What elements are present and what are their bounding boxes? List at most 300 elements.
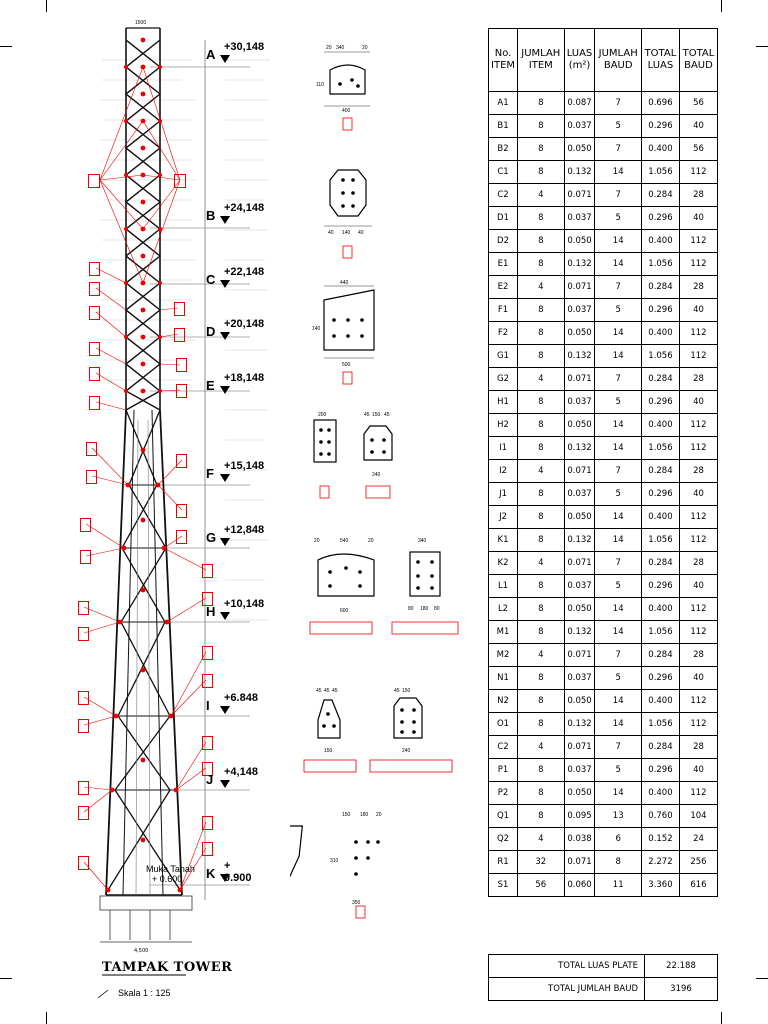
table-cell: 112 <box>679 322 717 345</box>
table-row <box>489 552 718 575</box>
table-cell: 7 <box>595 460 642 483</box>
table-row <box>489 253 718 276</box>
table-cell: I1 <box>489 437 518 460</box>
plate-detail-4 <box>314 412 392 498</box>
level-elevation: +10,148 <box>224 598 265 610</box>
tower-label-box <box>88 174 100 188</box>
table-cell: 14 <box>595 322 642 345</box>
table-cell: 4 <box>518 276 565 299</box>
plate-6-dim: 45 <box>332 688 338 694</box>
totals-value: 22.188 <box>645 955 718 978</box>
column-header <box>518 29 565 92</box>
table-cell: 112 <box>679 713 717 736</box>
table-cell: 14 <box>595 437 642 460</box>
tower-label-box <box>89 282 100 296</box>
table-cell: I2 <box>489 460 518 483</box>
table-cell: M2 <box>489 644 518 667</box>
table-cell: 8 <box>518 621 565 644</box>
table-cell: 0.050 <box>564 138 595 161</box>
tower-label-box <box>78 719 89 733</box>
tower-label-box <box>202 674 213 688</box>
plate-1-dim: 400 <box>342 108 351 114</box>
totals-value: 3196 <box>645 978 718 1001</box>
level-letter: D <box>206 324 216 339</box>
table-cell: 0.071 <box>564 851 595 874</box>
tower-label-box <box>176 454 187 468</box>
table-cell: 0.071 <box>564 736 595 759</box>
table-cell: C1 <box>489 161 518 184</box>
column-header-line: ITEM <box>528 60 553 71</box>
table-cell: 104 <box>679 805 717 828</box>
table-cell: 0.284 <box>641 552 679 575</box>
table-cell: 2.272 <box>641 851 679 874</box>
table-cell: 0.400 <box>641 322 679 345</box>
plate-2-dim: 40 <box>358 230 364 236</box>
level-elevation: +22,148 <box>224 266 265 278</box>
table-cell: 0.037 <box>564 391 595 414</box>
tower-label-box <box>176 530 187 544</box>
table-cell: 5 <box>595 115 642 138</box>
tower-label-box <box>202 646 213 660</box>
level-elevation: +12,848 <box>224 524 265 536</box>
table-row <box>489 92 718 115</box>
level-marker-icon <box>220 780 230 788</box>
tower-label-box <box>89 262 100 276</box>
table-cell: 7 <box>595 92 642 115</box>
plate-5-dim: 340 <box>418 538 427 544</box>
table-cell: 24 <box>679 828 717 851</box>
plate-details <box>290 30 490 990</box>
plate-5-dim: 20 <box>314 538 320 544</box>
table-cell: 8 <box>518 782 565 805</box>
totals-row <box>489 955 718 978</box>
table-cell: 4 <box>518 368 565 391</box>
table-cell: 14 <box>595 253 642 276</box>
tower-label-box <box>174 328 185 342</box>
level-elevation: +6.848 <box>224 692 258 704</box>
plate-3-dim: 500 <box>342 362 351 368</box>
table-cell: 8 <box>518 138 565 161</box>
table-row <box>489 598 718 621</box>
table-cell: 8 <box>518 414 565 437</box>
table-row <box>489 874 718 897</box>
table-row <box>489 184 718 207</box>
level-marker-icon <box>220 386 230 394</box>
plate-6-dim: 45 <box>316 688 322 694</box>
table-cell: 14 <box>595 782 642 805</box>
table-cell: 8 <box>518 207 565 230</box>
table-cell: 4 <box>518 644 565 667</box>
level-marker-icon <box>220 612 230 620</box>
plate-5-dim: 180 <box>420 606 429 612</box>
ground-label-value: + 0.600 <box>152 874 183 884</box>
tower-label-box <box>78 691 89 705</box>
column-header-line: TOTAL <box>644 48 677 59</box>
tower-base <box>100 896 192 942</box>
table-cell: 0.284 <box>641 368 679 391</box>
table-cell: 0.296 <box>641 575 679 598</box>
table-cell: 0.152 <box>641 828 679 851</box>
table-cell: N2 <box>489 690 518 713</box>
table-cell: 4 <box>518 184 565 207</box>
plate-7-dim: 350 <box>352 900 361 906</box>
table-cell: 0.038 <box>564 828 595 851</box>
table-cell: 40 <box>679 115 717 138</box>
table-cell: 112 <box>679 598 717 621</box>
plate-6-dim: 150 <box>402 688 411 694</box>
table-cell: 112 <box>679 230 717 253</box>
table-cell: 7 <box>595 644 642 667</box>
table-cell: 0.071 <box>564 368 595 391</box>
plate-6-dim: 150 <box>324 748 333 754</box>
table-cell: 40 <box>679 391 717 414</box>
plate-1-dim: 20 <box>362 45 368 51</box>
table-row <box>489 299 718 322</box>
table-cell: D2 <box>489 230 518 253</box>
table-cell: E2 <box>489 276 518 299</box>
plate-5-dim: 600 <box>340 608 349 614</box>
table-cell: 0.132 <box>564 437 595 460</box>
table-cell: D1 <box>489 207 518 230</box>
table-row <box>489 414 718 437</box>
table-cell: 0.071 <box>564 276 595 299</box>
table-cell: 0.037 <box>564 483 595 506</box>
table-cell: B2 <box>489 138 518 161</box>
table-cell: 0.037 <box>564 115 595 138</box>
table-cell: 7 <box>595 368 642 391</box>
table-cell: 0.050 <box>564 414 595 437</box>
table-cell: 8 <box>518 506 565 529</box>
table-cell: G2 <box>489 368 518 391</box>
level-lines <box>150 67 250 885</box>
crop-mark-bottom-right-v <box>721 1012 722 1024</box>
column-header-line: BAUD <box>684 60 713 71</box>
table-row <box>489 437 718 460</box>
crop-mark-top-right-v <box>721 0 722 12</box>
table-cell: 0.400 <box>641 138 679 161</box>
table-cell: 28 <box>679 184 717 207</box>
table-row <box>489 690 718 713</box>
table-cell: 0.037 <box>564 207 595 230</box>
table-cell: 0.696 <box>641 92 679 115</box>
table-cell: 112 <box>679 345 717 368</box>
table-cell: 8 <box>518 805 565 828</box>
table-cell: 0.400 <box>641 506 679 529</box>
table-row <box>489 368 718 391</box>
table-cell: 8 <box>518 299 565 322</box>
totals-row <box>489 978 718 1001</box>
table-cell: 0.284 <box>641 276 679 299</box>
table-cell: 40 <box>679 299 717 322</box>
table-cell: 32 <box>518 851 565 874</box>
level-letter: I <box>206 698 210 713</box>
table-cell: 8 <box>518 437 565 460</box>
totals-table <box>488 954 718 1001</box>
table-cell: 14 <box>595 161 642 184</box>
table-row <box>489 345 718 368</box>
tower-label-box <box>80 550 91 564</box>
table-cell: 28 <box>679 644 717 667</box>
table-cell: 1.056 <box>641 437 679 460</box>
table-cell: 8 <box>518 161 565 184</box>
plate-5-dim: 80 <box>408 606 414 612</box>
column-header-line: LUAS <box>566 48 593 59</box>
table-cell: F2 <box>489 322 518 345</box>
table-cell: Q2 <box>489 828 518 851</box>
table-cell: 4 <box>518 828 565 851</box>
plate-4-dim: 45 <box>364 412 370 418</box>
table-row <box>489 667 718 690</box>
table-cell: 0.037 <box>564 299 595 322</box>
table-cell: 0.050 <box>564 230 595 253</box>
level-marker-icon <box>220 474 230 482</box>
table-cell: 112 <box>679 529 717 552</box>
table-cell: 112 <box>679 506 717 529</box>
level-elevation: +15,148 <box>224 460 265 472</box>
table-row <box>489 828 718 851</box>
plate-3-dim: 140 <box>312 326 321 332</box>
table-cell: 8 <box>518 483 565 506</box>
column-header-line: JUMLAH <box>521 48 561 59</box>
drawing-title: TAMPAK TOWER <box>102 960 233 975</box>
plate-1-dim: 20 <box>326 45 332 51</box>
plate-detail-3 <box>312 280 374 384</box>
table-cell: 14 <box>595 598 642 621</box>
level-letter: E <box>206 378 215 393</box>
table-cell: 0.296 <box>641 483 679 506</box>
table-cell: 0.132 <box>564 529 595 552</box>
crop-mark-top-right-h <box>756 46 768 47</box>
table-cell: J1 <box>489 483 518 506</box>
table-row <box>489 230 718 253</box>
tower-label-box <box>80 518 91 532</box>
table-cell: K2 <box>489 552 518 575</box>
table-cell: 8 <box>518 575 565 598</box>
table-cell: 0.400 <box>641 690 679 713</box>
table-cell: 0.095 <box>564 805 595 828</box>
plate-4-dim: 200 <box>318 412 327 418</box>
table-cell: 0.284 <box>641 736 679 759</box>
table-cell: 40 <box>679 667 717 690</box>
level-elevation: +18,148 <box>224 372 265 384</box>
table-cell: N1 <box>489 667 518 690</box>
table-body <box>489 92 718 897</box>
table-cell: 28 <box>679 460 717 483</box>
totals-label: TOTAL JUMLAH BAUD <box>489 978 645 1001</box>
tower-label-box <box>176 504 187 518</box>
table-cell: K1 <box>489 529 518 552</box>
table-cell: 14 <box>595 345 642 368</box>
table-cell: 14 <box>595 713 642 736</box>
table-cell: 0.760 <box>641 805 679 828</box>
table-cell: 4 <box>518 736 565 759</box>
level-marker-icon <box>220 874 230 882</box>
level-elevation: +30,148 <box>224 41 265 53</box>
table-cell: 0.296 <box>641 667 679 690</box>
table-cell: 112 <box>679 161 717 184</box>
top-width-label: 1500 <box>135 20 147 26</box>
table-cell: 0.037 <box>564 667 595 690</box>
table-row <box>489 782 718 805</box>
table-cell: 8 <box>518 322 565 345</box>
table-cell: 8 <box>518 529 565 552</box>
tower-label-box <box>176 358 187 372</box>
level-letter: K <box>206 866 216 881</box>
totals-label: TOTAL LUAS PLATE <box>489 955 645 978</box>
level-elevation: +4,148 <box>224 766 258 778</box>
table-row <box>489 644 718 667</box>
table-cell: 28 <box>679 276 717 299</box>
table-cell: 112 <box>679 437 717 460</box>
table-cell: 14 <box>595 506 642 529</box>
table-cell: 14 <box>595 621 642 644</box>
table-cell: 4 <box>518 552 565 575</box>
level-marker-icon <box>220 55 230 63</box>
tower-label-box <box>202 736 213 750</box>
table-cell: M1 <box>489 621 518 644</box>
column-header-line: LUAS <box>647 60 674 71</box>
table-cell: 0.284 <box>641 460 679 483</box>
table-cell: 56 <box>518 874 565 897</box>
plate-6-dim: 45 <box>394 688 400 694</box>
table-cell: 14 <box>595 414 642 437</box>
ground-level-label <box>146 864 195 884</box>
plate-6-dim: 240 <box>402 748 411 754</box>
column-header-line: ITEM <box>491 60 516 71</box>
table-cell: 0.296 <box>641 759 679 782</box>
table-cell: 28 <box>679 736 717 759</box>
table-cell: 1.056 <box>641 345 679 368</box>
table-row <box>489 529 718 552</box>
table-cell: 7 <box>595 552 642 575</box>
table-cell: 7 <box>595 138 642 161</box>
table-cell: O1 <box>489 713 518 736</box>
table-cell: 0.071 <box>564 184 595 207</box>
table-cell: 5 <box>595 759 642 782</box>
table-cell: 0.400 <box>641 414 679 437</box>
table-cell: 7 <box>595 276 642 299</box>
table-cell: 112 <box>679 253 717 276</box>
tower-label-box <box>86 442 97 456</box>
table-cell: L2 <box>489 598 518 621</box>
table-cell: 0.296 <box>641 391 679 414</box>
table-cell: 5 <box>595 299 642 322</box>
table-cell: 112 <box>679 690 717 713</box>
plate-detail-7 <box>290 812 382 918</box>
level-elevation: +20,148 <box>224 318 265 330</box>
column-header-line: BAUD <box>603 60 633 71</box>
table-cell: 28 <box>679 552 717 575</box>
tower-label-box <box>89 342 100 356</box>
table-cell: 0.132 <box>564 621 595 644</box>
tower-label-box <box>174 174 186 188</box>
column-header <box>641 29 679 92</box>
table-cell: 112 <box>679 621 717 644</box>
table-cell: 14 <box>595 230 642 253</box>
column-header-line: JUMLAH <box>598 48 638 59</box>
table-cell: 112 <box>679 782 717 805</box>
level-marker-icon <box>220 332 230 340</box>
table-cell: 14 <box>595 690 642 713</box>
level-letter: J <box>206 772 214 787</box>
table-cell: 8 <box>518 115 565 138</box>
plate-4-dim: 150 <box>372 412 381 418</box>
table-cell: 8 <box>518 759 565 782</box>
table-cell: 0.050 <box>564 782 595 805</box>
level-marker-icon <box>220 216 230 224</box>
table-cell: 4 <box>518 460 565 483</box>
table-cell: 3.360 <box>641 874 679 897</box>
plate-1-dim: 340 <box>336 45 345 51</box>
table-cell: 7 <box>595 184 642 207</box>
table-cell: 56 <box>679 92 717 115</box>
plate-7-dim: 150 <box>342 812 351 818</box>
table-cell: 8 <box>595 851 642 874</box>
table-cell: R1 <box>489 851 518 874</box>
table-cell: 0.132 <box>564 253 595 276</box>
level-marker-icon <box>220 280 230 288</box>
table-row <box>489 138 718 161</box>
table-cell: 40 <box>679 759 717 782</box>
table-cell: 8 <box>518 391 565 414</box>
table-cell: 8 <box>518 253 565 276</box>
table-cell: 0.132 <box>564 345 595 368</box>
table-row <box>489 621 718 644</box>
base-width-label: 4,500 <box>134 948 149 954</box>
plate-2-dim: 140 <box>342 230 351 236</box>
table-cell: 0.400 <box>641 782 679 805</box>
table-cell: 5 <box>595 391 642 414</box>
tower-label-box <box>78 601 89 615</box>
table-cell: 56 <box>679 138 717 161</box>
column-header <box>489 29 518 92</box>
table-cell: 0.087 <box>564 92 595 115</box>
tower-label-box <box>78 627 89 641</box>
table-header-row <box>489 29 718 92</box>
table-cell: 40 <box>679 575 717 598</box>
level-letter: B <box>206 208 216 223</box>
plate-5-dim: 80 <box>434 606 440 612</box>
table-row <box>489 322 718 345</box>
column-header <box>679 29 717 92</box>
table-cell: 8 <box>518 667 565 690</box>
table-cell: 1.056 <box>641 713 679 736</box>
table-cell: 0.296 <box>641 115 679 138</box>
table-cell: 616 <box>679 874 717 897</box>
plate-5-dim: 540 <box>340 538 349 544</box>
plate-4-dim: 240 <box>372 472 381 478</box>
table-row <box>489 161 718 184</box>
level-elevation: + 0.900 <box>224 860 252 884</box>
table-row <box>489 483 718 506</box>
table-cell: 112 <box>679 414 717 437</box>
tower-label-box <box>202 842 213 856</box>
table-cell: P1 <box>489 759 518 782</box>
table-cell: 8 <box>518 598 565 621</box>
table-row <box>489 460 718 483</box>
level-letter: C <box>206 272 216 287</box>
table-cell: C2 <box>489 736 518 759</box>
table-cell: P2 <box>489 782 518 805</box>
table-cell: 1.056 <box>641 529 679 552</box>
table-cell: 5 <box>595 575 642 598</box>
table-cell: C2 <box>489 184 518 207</box>
table-row <box>489 391 718 414</box>
level-marker-icon <box>220 538 230 546</box>
table-cell: 11 <box>595 874 642 897</box>
table-cell: 0.284 <box>641 184 679 207</box>
table-cell: H2 <box>489 414 518 437</box>
